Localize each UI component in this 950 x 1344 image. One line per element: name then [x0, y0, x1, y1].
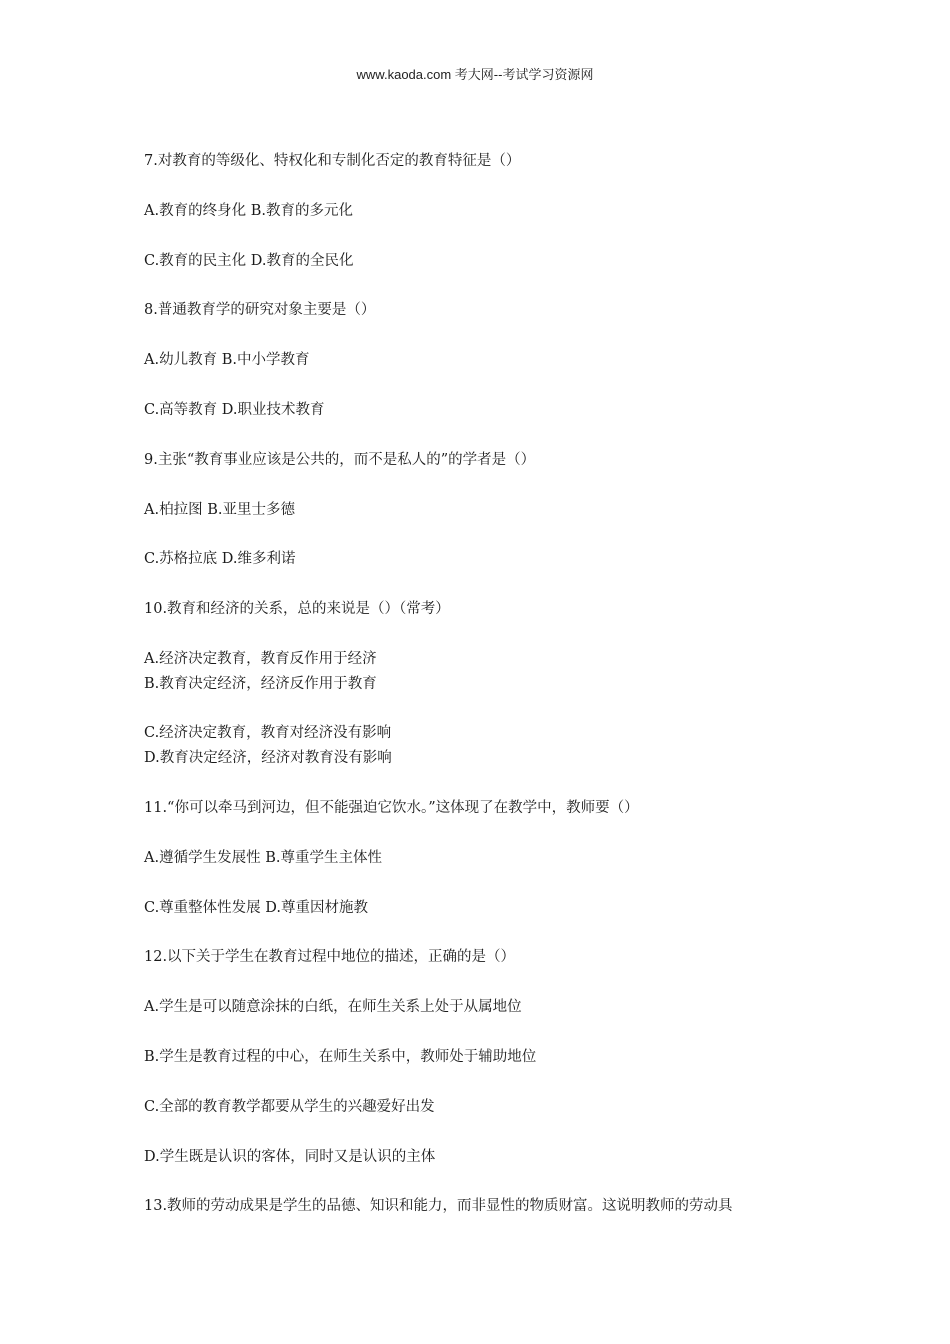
question-9-options-cd: C.苏格拉底 D.维多利诺 — [144, 551, 296, 567]
question-10-option-c: C.经济决定教育，教育对经济没有影响 — [144, 725, 392, 741]
page-header: www.kaoda.com 考大网--考试学习资源网 — [356, 67, 594, 82]
question-12-option-a: A.学生是可以随意涂抹的白纸，在师生关系上处于从属地位 — [144, 999, 522, 1015]
question-12-option-d: D.学生既是认识的客体，同时又是认识的主体 — [144, 1149, 436, 1165]
question-11-options-ab: A.遵循学生发展性 B.尊重学生主体性 — [144, 850, 382, 866]
question-12-option-c: C.全部的教育教学都要从学生的兴趣爱好出发 — [144, 1099, 435, 1115]
question-10-option-d: D.教育决定经济，经济对教育没有影响 — [144, 750, 392, 766]
question-9-options-ab: A.柏拉图 B.亚里士多德 — [144, 502, 295, 518]
question-10-option-b: B.教育决定经济，经济反作用于教育 — [144, 676, 377, 692]
question-8-options-cd: C.高等教育 D.职业技术教育 — [144, 402, 325, 418]
question-12: 12.以下关于学生在教育过程中地位的描述，正确的是（） — [144, 949, 516, 965]
question-9: 9.主张“教育事业应该是公共的，而不是私人的”的学者是（） — [144, 452, 536, 468]
question-13: 13.教师的劳动成果是学生的品德、知识和能力，而非显性的物质财富。这说明教师的劳动具 — [144, 1198, 733, 1214]
question-10-option-a: A.经济决定教育，教育反作用于经济 — [144, 651, 377, 667]
question-7-options-cd: C.教育的民主化 D.教育的全民化 — [144, 253, 354, 269]
question-7: 7.对教育的等级化、特权化和专制化否定的教育特征是（） — [144, 153, 521, 169]
question-10: 10.教育和经济的关系，总的来说是（）（常考） — [144, 601, 450, 617]
question-11: 11.“你可以牵马到河边，但不能强迫它饮水。”这体现了在教学中，教师要（） — [144, 800, 639, 816]
question-12-option-b: B.学生是教育过程的中心，在师生关系中，教师处于辅助地位 — [144, 1049, 537, 1065]
question-11-options-cd: C.尊重整体性发展 D.尊重因材施教 — [144, 900, 369, 916]
question-8: 8.普通教育学的研究对象主要是（） — [144, 302, 376, 318]
question-8-options-ab: A.幼儿教育 B.中小学教育 — [144, 352, 310, 368]
question-7-options-ab: A.教育的终身化 B.教育的多元化 — [144, 203, 353, 219]
